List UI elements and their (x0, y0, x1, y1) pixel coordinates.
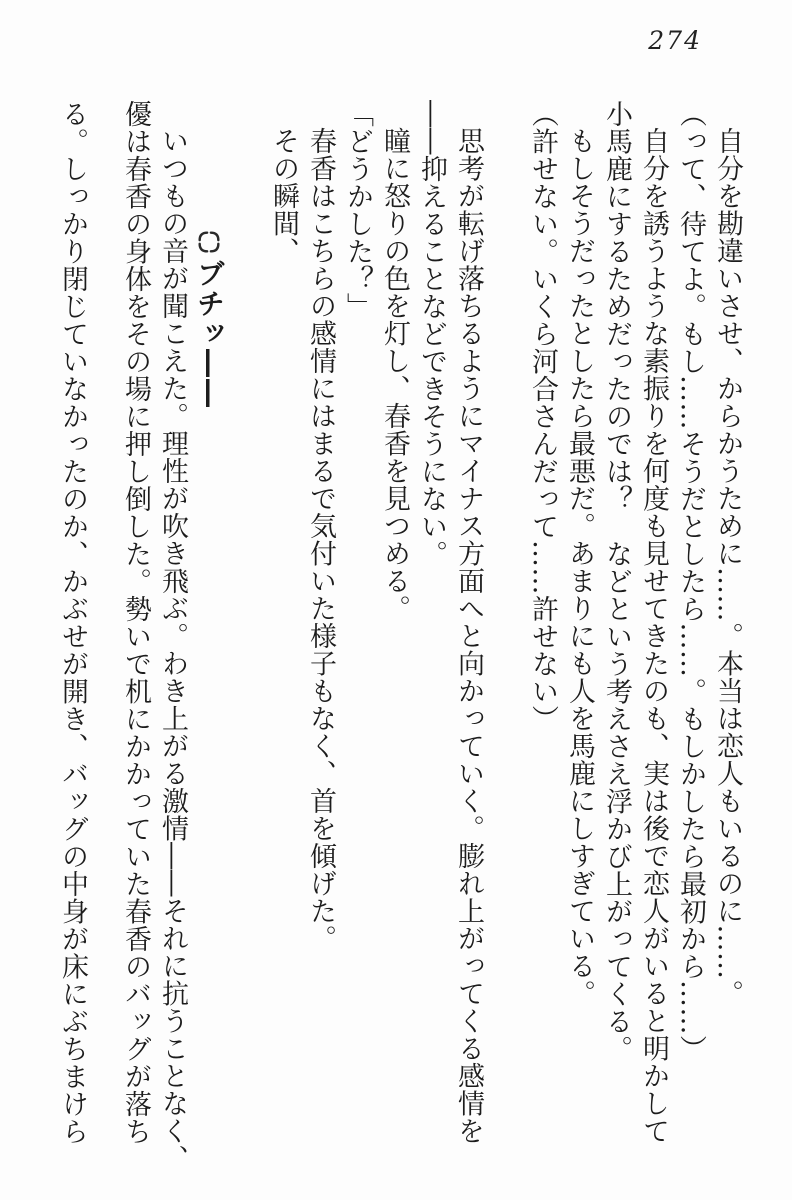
text-line: 小馬鹿にするためだったのでは？ などという考えさえ浮かび上がってくる。 (601, 100, 632, 1063)
text-line: 「どうかした？」 (342, 100, 373, 320)
anger-mark-icon (195, 228, 223, 256)
sfx-text: ブチッ―― (193, 259, 226, 409)
text-line: 自分を誘うような素振りを何度も見せてきたのも、実は後で恋人がいると明かして (638, 127, 669, 1145)
blank-line (228, 100, 265, 1154)
text-line: いつもの音が聞こえた。理性が吹き飛ぶ。わき上がる激情――それに抗うことなく、 (157, 127, 188, 1172)
text-line: 優は春香の身体をその場に押し倒した。勢いで机にかかっていた春香のバッグが落ち (120, 100, 151, 1145)
text-column-area (54, 100, 746, 1172)
text-line: （って、待てよ。もし……そうだとしたら……。もしかしたら最初から……） (675, 100, 706, 1063)
text-line: もしそうだったとしたら最悪だ。あまりにも人を馬鹿にしすぎている。 (564, 127, 595, 1007)
blank-line (487, 100, 524, 1154)
text-line: 自分を勘違いさせ、からかうために……。本当は恋人もいるのに……。 (712, 127, 743, 1007)
text-line: 瞳に怒りの色を灯し、春香を見つめる。 (379, 127, 410, 622)
sfx-line (191, 100, 228, 1154)
text-line: その瞬間、 (268, 127, 299, 265)
text-line: ――抑えることなどできそうにない。 (416, 100, 447, 568)
text-line: 思考が転げ落ちるようにマイナス方面へと向かっていく。膨れ上がってくる感情を (453, 127, 484, 1145)
text-line: 春香はこちらの感情にはまるで気付いた様子もなく、首を傾げた。 (305, 127, 336, 952)
text-line: る。しっかり閉じていなかったのか、かぶせが開き、バッグの中身が床にぶちまけら (57, 100, 88, 1145)
text-line: （許せない。いくら河合さんだって……許せない） (527, 100, 558, 733)
page-number: 274 (648, 26, 702, 55)
